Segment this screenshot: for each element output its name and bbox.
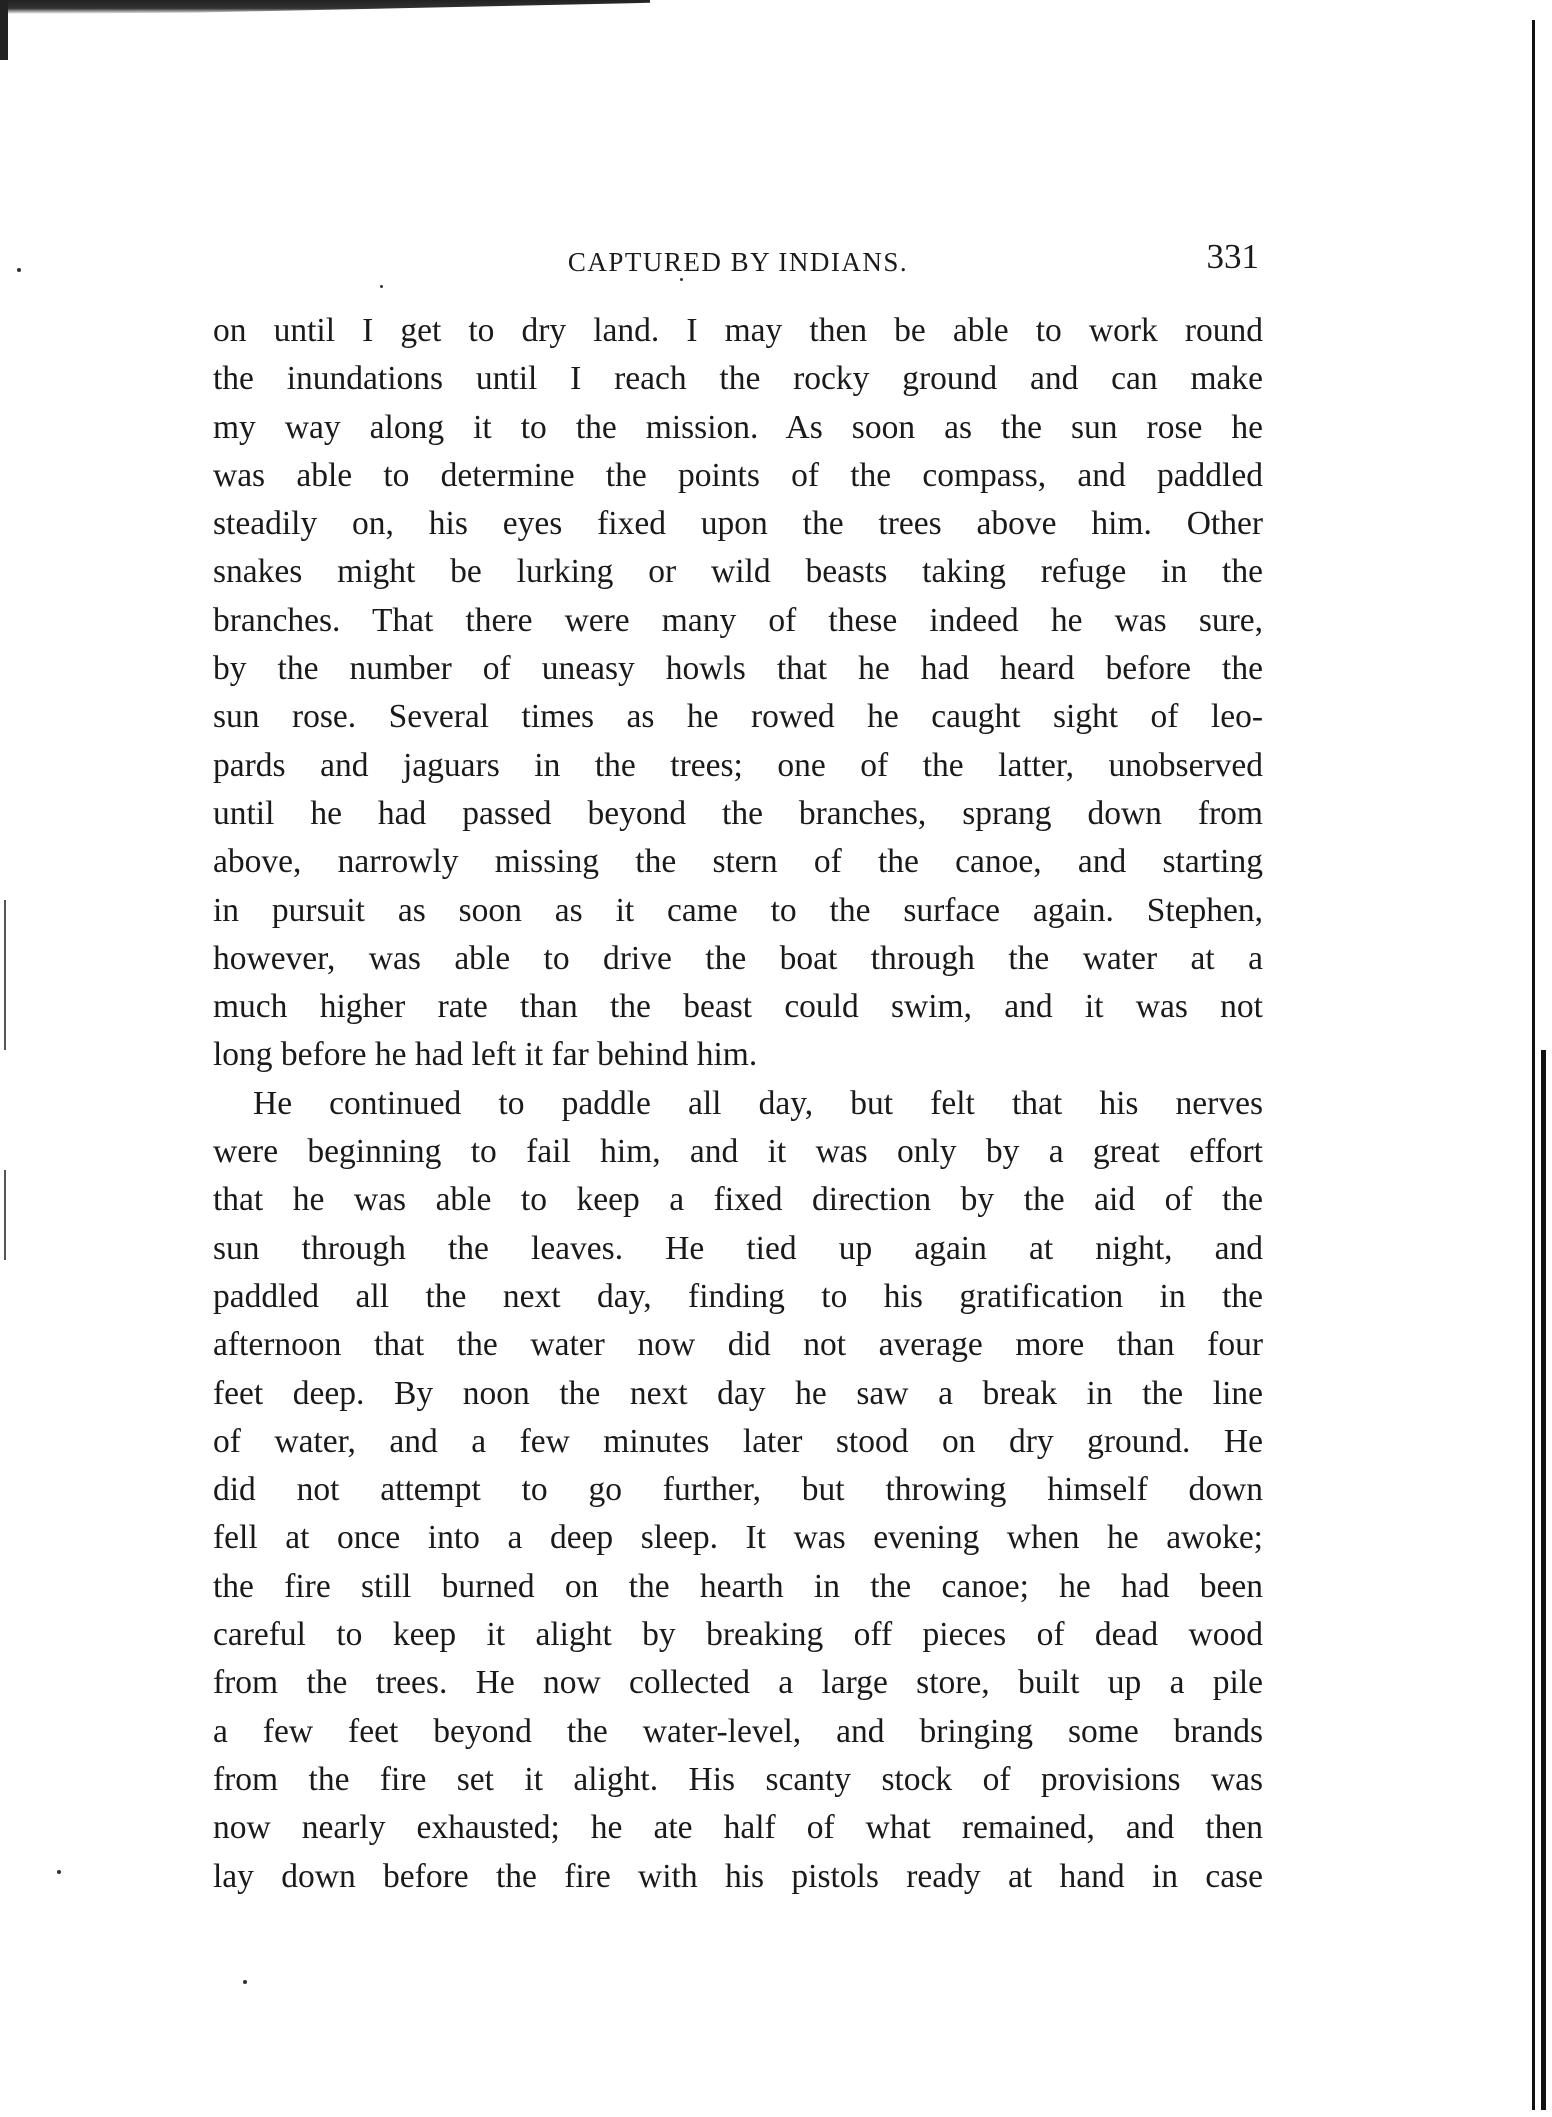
text-line: of water, and a few minutes later stood on dry ground. He	[213, 1422, 1263, 1460]
page-edge-line	[1541, 1050, 1546, 2110]
running-title: CAPTURED BY INDIANS.	[567, 247, 909, 277]
text-line: snakes might be lurking or wild beasts taking refuge in the	[213, 553, 1263, 591]
text-line: sun rose. Several times as he rowed he caught sight of leo-	[213, 698, 1263, 736]
text-line: above, narrowly missing the stern of the canoe, and starting	[213, 843, 1263, 881]
text-line: He continued to paddle all day, but felt that his nerves	[253, 1084, 1263, 1122]
page-header	[213, 237, 1263, 287]
scan-edge-artifact	[0, 0, 8, 60]
text-line: afternoon that the water now did not average more than four	[213, 1326, 1263, 1364]
text-line: a few feet beyond the water-level, and bringing some brands	[213, 1712, 1263, 1750]
scan-speck	[57, 1870, 61, 1874]
text-line: by the number of uneasy howls that he had heard before the	[213, 650, 1263, 688]
scan-speck	[17, 268, 21, 272]
text-line: lay down before the fire with his pistols ready at hand in case	[213, 1857, 1263, 1895]
text-line: were beginning to fail him, and it was only by a great effort	[213, 1133, 1263, 1171]
scan-speck	[243, 1980, 247, 1984]
text-line: paddled all the next day, finding to his gratification in the	[213, 1277, 1263, 1315]
text-line: pards and jaguars in the trees; one of the latter, unobserved	[213, 746, 1263, 784]
text-line: that he was able to keep a fixed direction by the aid of the	[213, 1181, 1263, 1219]
text-line: sun through the leaves. He tied up again at night, and	[213, 1229, 1263, 1267]
text-line: now nearly exhausted; he ate half of what remained, and then	[213, 1809, 1263, 1847]
text-line: until he had passed beyond the branches, sprang down from	[213, 794, 1263, 832]
text-line: fell at once into a deep sleep. It was evening when he awoke;	[213, 1519, 1263, 1557]
text-line: from the trees. He now collected a large store, built up a pile	[213, 1664, 1263, 1702]
text-line: from the fire set it alight. His scanty stock of provisions was	[213, 1760, 1263, 1798]
scan-edge-artifact	[0, 0, 650, 14]
body-text	[213, 307, 1263, 1901]
scan-margin-mark	[4, 900, 6, 1050]
text-line: in pursuit as soon as it came to the surface again. Stephen,	[213, 891, 1263, 929]
scan-margin-mark	[4, 1170, 6, 1260]
text-line: long before he had left it far behind him.	[213, 1036, 758, 1074]
text-line: the inundations until I reach the rocky ground and can make	[213, 360, 1263, 398]
text-line: much higher rate than the beast could swim, and it was not	[213, 988, 1263, 1026]
text-line: feet deep. By noon the next day he saw a break in the line	[213, 1374, 1263, 1412]
page-edge-line	[1532, 20, 1535, 2110]
text-line: branches. That there were many of these indeed he was sure,	[213, 601, 1263, 639]
text-line: did not attempt to go further, but throwing himself down	[213, 1471, 1263, 1509]
text-line: the fire still burned on the hearth in the canoe; he had been	[213, 1567, 1263, 1605]
text-line: my way along it to the mission. As soon as the sun rose he	[213, 408, 1263, 446]
text-line: on until I get to dry land. I may then be able to work round	[213, 312, 1263, 349]
text-line: steadily on, his eyes fixed upon the trees above him. Other	[213, 505, 1263, 543]
text-line: was able to determine the points of the compass, and paddled	[213, 456, 1263, 494]
text-line: however, was able to drive the boat through the water at a	[213, 939, 1263, 977]
text-line: careful to keep it alight by breaking off pieces of dead wood	[213, 1616, 1263, 1654]
page-number: 331	[1206, 237, 1259, 276]
